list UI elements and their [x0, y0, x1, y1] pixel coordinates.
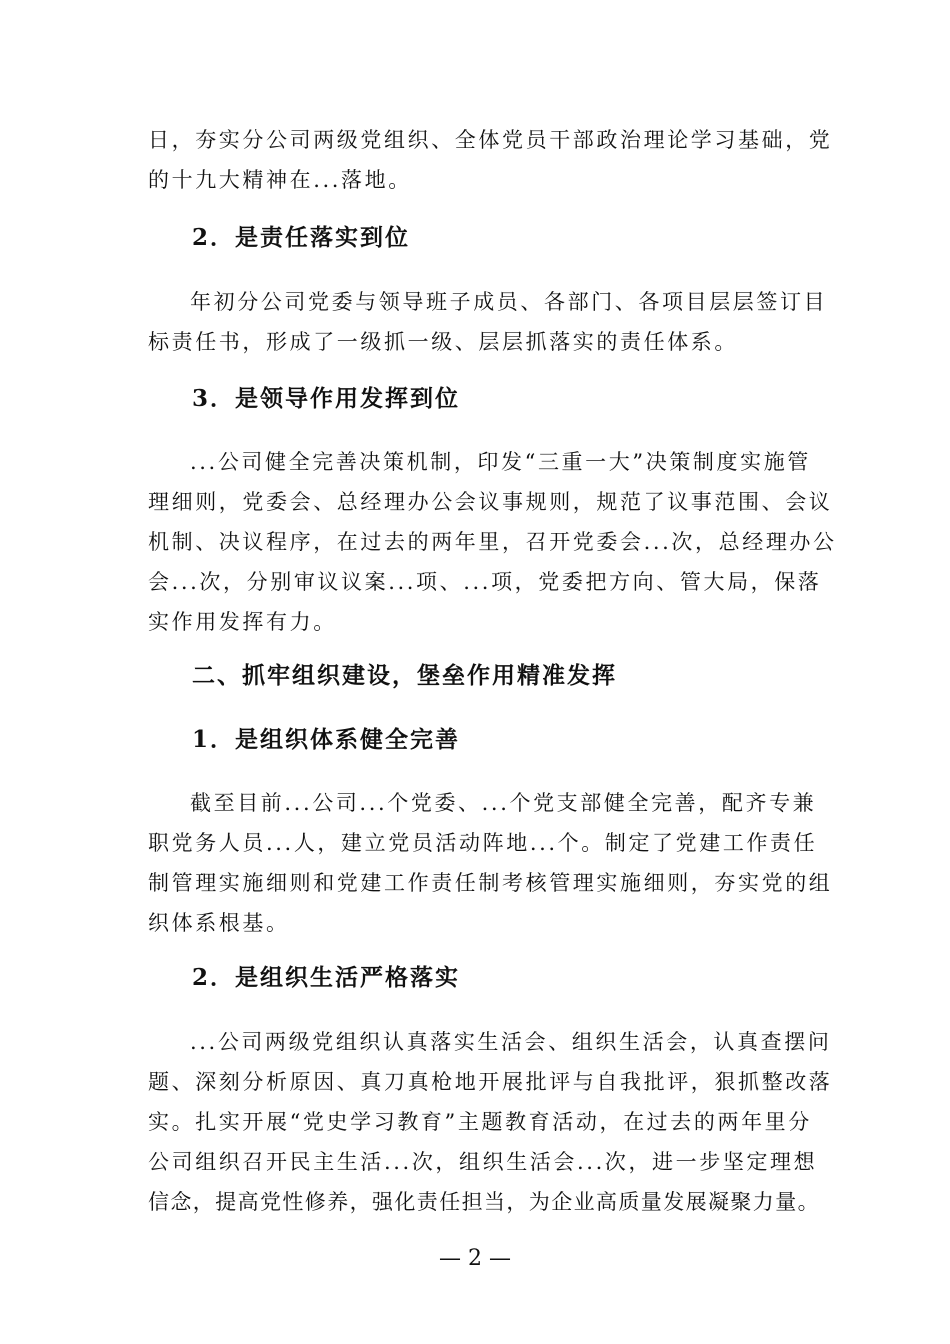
paragraph-line: 理细则，党委会、总经理办公会议事规则，规范了议事范围、会议: [148, 490, 833, 514]
paragraph-intro: [148, 120, 833, 200]
paragraph-line: 制管理实施细则和党建工作责任制考核管理实施细则，夯实党的组: [148, 871, 833, 895]
subheading-responsibility: 2．是责任落实到位: [192, 224, 411, 251]
paragraph-line: 织体系根基。: [148, 911, 290, 935]
subheading-leadership: 3．是领导作用发挥到位: [192, 385, 461, 412]
paragraph-line: ...公司两级党组织认真落实生活会、组织生活会，认真查摆问: [190, 1030, 832, 1054]
paragraph-line: 职党务人员...人，建立党员活动阵地...个。制定了党建工作责任: [148, 831, 818, 855]
paragraph-line: 标责任书，形成了一级抓一级、层层抓落实的责任体系。: [148, 330, 738, 354]
paragraph-line: 年初分公司党委与领导班子成员、各部门、各项目层层签订目: [190, 290, 828, 314]
subheading-org-system: 1．是组织体系健全完善: [192, 726, 461, 753]
paragraph-line: 机制、决议程序，在过去的两年里，召开党委会...次，总经理办公: [148, 530, 837, 554]
paragraph-line: 截至目前...公司...个党委、...个党支部健全完善，配齐专兼: [190, 791, 817, 815]
paragraph-line: ...公司健全完善决策机制，印发“三重一大”决策制度实施管: [190, 450, 811, 474]
paragraph-responsibility: [148, 282, 828, 362]
paragraph-line: 题、深刻分析原因、真刀真枪地开展批评与自我批评，狠抓整改落: [148, 1070, 833, 1094]
paragraph-line: 信念，提高党性修养，强化责任担当，为企业高质量发展凝聚力量。: [148, 1190, 820, 1214]
paragraph-line: 实。扎实开展“党史学习教育”主题教育活动，在过去的两年里分: [148, 1110, 812, 1134]
paragraph-org-system: [148, 783, 833, 943]
section-title-organization: 二、抓牢组织建设，堡垒作用精准发挥: [192, 662, 617, 689]
paragraph-leadership: [148, 442, 837, 642]
paragraph-line: 实作用发挥有力。: [148, 610, 337, 634]
paragraph-org-life: [148, 1022, 833, 1222]
page-number: — 2 —: [439, 1246, 511, 1271]
paragraph-line: 会...次，分别审议议案...项、...项，党委把方向、管大局，保落: [148, 570, 822, 594]
paragraph-line: 日，夯实分公司两级党组织、全体党员干部政治理论学习基础，党: [148, 128, 833, 152]
subheading-org-life: 2．是组织生活严格落实: [192, 964, 461, 991]
paragraph-line: 公司组织召开民主生活...次，组织生活会...次，进一步坚定理想: [148, 1150, 818, 1174]
paragraph-line: 的十九大精神在...落地。: [148, 168, 412, 192]
